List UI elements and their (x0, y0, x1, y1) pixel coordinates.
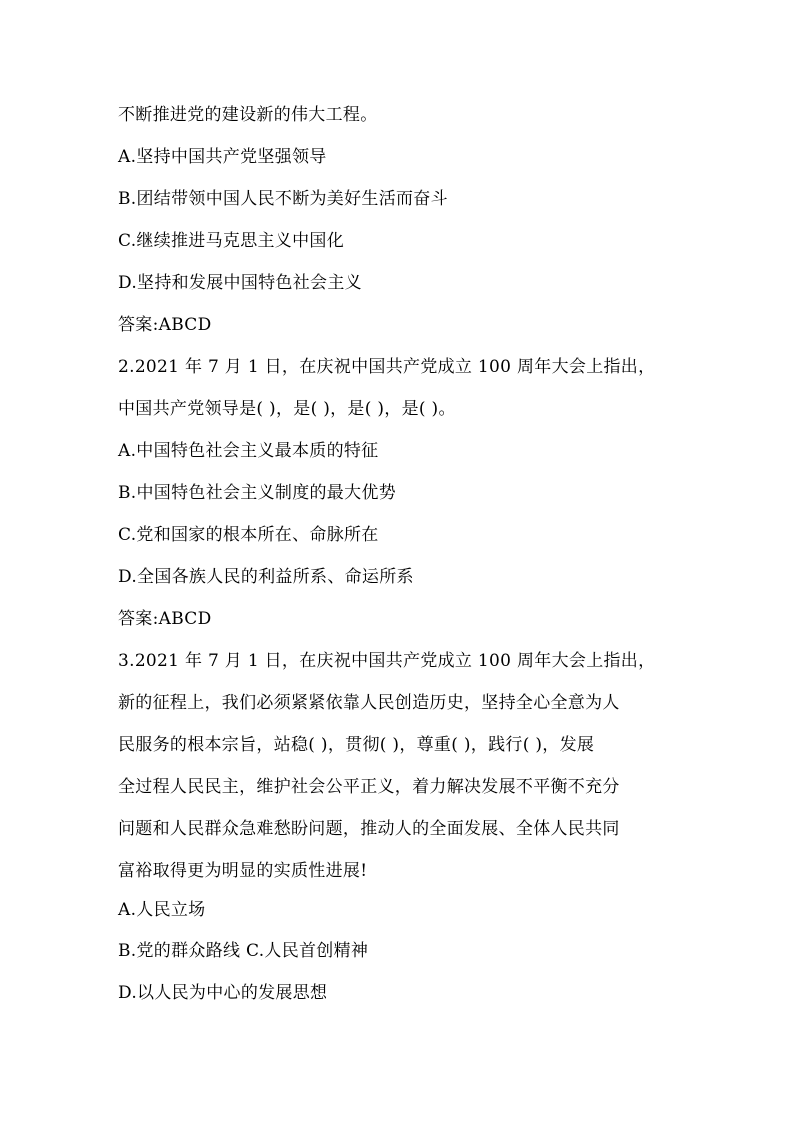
question-3-stem-line-2: 新的征程上，我们必须紧紧依靠人民创造历史，坚持全心全意为人 (118, 693, 620, 713)
question-2-stem-line-2: 中国共产党领导是( )，是( )，是( )，是( )。 (118, 399, 456, 419)
question-1-stem-end: 不断推进党的建设新的伟大工程。 (118, 105, 378, 125)
question-3-stem-line-6: 富裕取得更为明显的实质性进展! (118, 861, 368, 881)
question-1-option-a: A.坚持中国共产党坚强领导 (118, 147, 327, 167)
question-3-stem-line-3: 民服务的根本宗旨，站稳( )，贯彻( )，尊重( )，践行( )，发展 (118, 735, 595, 755)
question-2-option-a: A.中国特色社会主义最本质的特征 (118, 441, 379, 461)
question-2-option-d: D.全国各族人民的利益所系、命运所系 (118, 567, 414, 587)
question-1-option-d: D.坚持和发展中国特色社会主义 (118, 273, 362, 293)
question-1-option-c: C.继续推进马克思主义中国化 (118, 231, 345, 251)
question-3-stem-line-4: 全过程人民民主，维护社会公平正义，着力解决发展不平衡不充分 (118, 777, 620, 797)
question-3-option-b-c: B.党的群众路线 C.人民首创精神 (118, 941, 369, 961)
question-3-option-d: D.以人民为中心的发展思想 (118, 983, 328, 1003)
question-3-option-a: A.人民立场 (118, 900, 206, 920)
question-1-answer: 答案:ABCD (118, 315, 212, 335)
question-2-option-c: C.党和国家的根本所在、命脉所在 (118, 525, 379, 545)
question-1-option-b: B.团结带领中国人民不断为美好生活而奋斗 (118, 189, 448, 209)
question-2-stem-line-1: 2.2021 年 7 月 1 日，在庆祝中国共产党成立 100 周年大会上指出， (118, 357, 656, 377)
question-3-stem-line-1: 3.2021 年 7 月 1 日，在庆祝中国共产党成立 100 周年大会上指出， (118, 651, 656, 671)
question-3-stem-line-5: 问题和人民群众急难愁盼问题，推动人的全面发展、全体人民共同 (118, 819, 620, 839)
question-2-answer: 答案:ABCD (118, 609, 212, 629)
question-2-option-b: B.中国特色社会主义制度的最大优势 (118, 483, 396, 503)
